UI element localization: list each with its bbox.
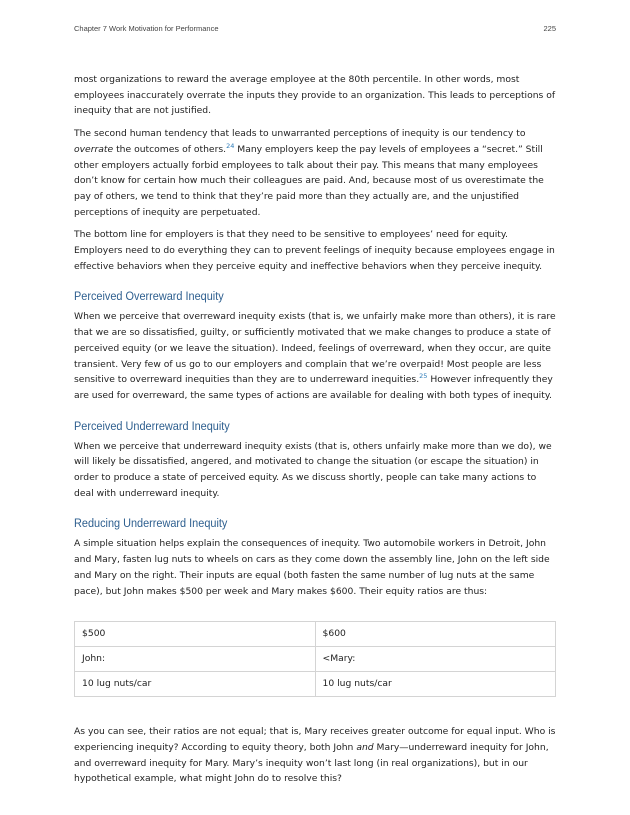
paragraph-2-text-c: Many employers keep the pay levels of employees a “secret.” Still other employers actually forbid employees to talk about their pay. This means that many employees don’t know for certain how much their colleagues are paid. And, because most of us overestimate the pay of others, we tend to think that they’re paid more than they actually are, and the unjustified perceptions of inequity are perpetuated.	[74, 143, 544, 218]
table-cell: John:	[75, 647, 316, 672]
table-row	[75, 672, 556, 697]
page-number: 225	[543, 24, 556, 33]
chapter-title: Chapter 7 Work Motivation for Performance	[74, 24, 219, 33]
paragraph-2-text-b: the outcomes of others.	[113, 143, 227, 155]
table-cell: <Mary:	[315, 647, 556, 672]
paragraph-1: most organizations to reward the average employee at the 80th percentile. In other words, most employees inaccurately overrate the inputs they provide to an organization. This leads to perceptions of inequity that are not justified.	[74, 74, 556, 117]
emphasis-and: and	[356, 741, 374, 753]
paragraph-4-text-b: However infrequently they are used for overreward, the same types of actions are available for dealing with both types of inequity.	[74, 374, 553, 401]
heading-underreward: Perceived Underreward Inequity	[74, 418, 230, 433]
paragraph-7	[74, 724, 558, 787]
paragraph-7-text: As you can see, their ratios are not equal; that is, Mary receives greater outcome for equal input. Who is experiencing inequity? According to equity theory, both John	[74, 726, 556, 753]
paragraph-7-text-b: Mary—underreward inequity for John, and overreward inequity for Mary. Mary’s inequity won’t last long (in real organizations), but in our hypothetical example, what might John do to resolve this?	[74, 741, 549, 785]
running-header	[74, 24, 556, 33]
table-row	[75, 622, 556, 647]
paragraph-4	[74, 309, 558, 403]
table-row	[75, 647, 556, 672]
emphasis-overrate: overrate	[74, 143, 114, 155]
table-cell: 10 lug nuts/car	[75, 672, 316, 697]
paragraph-5: When we perceive that underreward inequity exists (that is, others unfairly make more than we do), we will likely be dissatisfied, angered, and motivated to change the situation (or escape the situation) in order to produce a state of perceived equity. As we discuss shortly, people can take many actions to deal with underreward inequity.	[74, 440, 552, 499]
heading-overreward: Perceived Overreward Inequity	[74, 289, 224, 304]
footnote-ref-25[interactable]: 25	[419, 372, 428, 381]
paragraph-2-text: The second human tendency that leads to unwarranted perceptions of inequity is our tendency to	[74, 128, 526, 140]
footnote-ref-24[interactable]: 24	[226, 141, 235, 150]
paragraph-4-text: When we perceive that overreward inequity exists (that is, we unfairly make more than others), it is rare that we are so dissatisfied, guilty, or sufficiently motivated that we make changes to produce a state of perceived equity (or we leave the situation). Indeed, feelings of overreward, when they occur, are quite transient. Very few of us go to our employers and complain that we’re overpaid! Most people are less sensitive to overreward inequities than they are to underreward inequities.	[74, 311, 556, 386]
body-content	[74, 72, 558, 794]
table-cell: $500	[75, 622, 316, 647]
equity-ratio-table	[74, 621, 556, 697]
table-cell: $600	[315, 622, 556, 647]
paragraph-6: A simple situation helps explain the consequences of inequity. Two automobile workers in Detroit, John and Mary, fasten lug nuts to wheels on cars as they come down the assembly line, John on the left side and Mary on the right. Their inputs are equal (both fasten the same number of lug nuts at the same pace), but John makes $500 per week and Mary makes $600. Their equity ratios are thus:	[74, 538, 550, 597]
heading-reducing: Reducing Underreward Inequity	[74, 516, 228, 531]
paragraph-2	[74, 126, 558, 220]
paragraph-3: The bottom line for employers is that they need to be sensitive to employees’ need for equity. Employers need to do everything they can to prevent feelings of inequity because employees engage in effective behaviors when they perceive equity and ineffective behaviors when they perceive inequity.	[74, 229, 555, 272]
table-cell: 10 lug nuts/car	[315, 672, 556, 697]
